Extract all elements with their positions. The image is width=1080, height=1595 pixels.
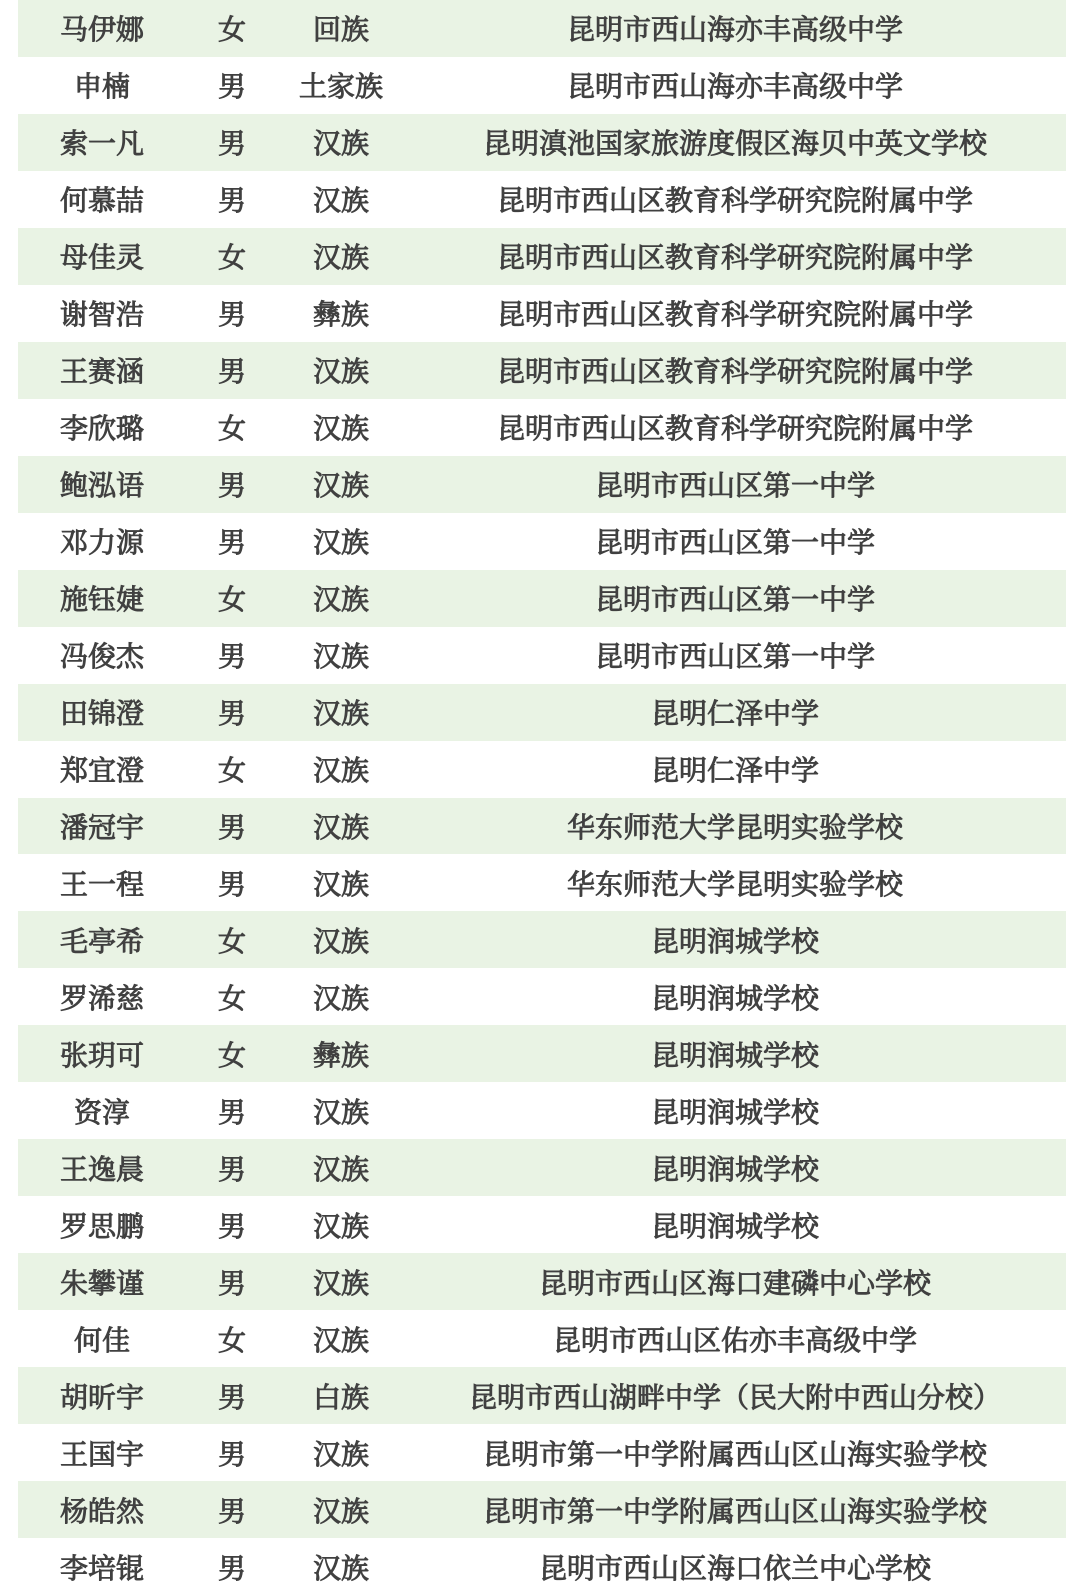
student-gender-cell: 男 xyxy=(217,299,246,331)
student-ethnicity-cell: 汉族 xyxy=(312,1552,369,1584)
table-row xyxy=(18,854,1066,911)
student-school-cell: 昆明润城学校 xyxy=(650,1096,819,1128)
student-name-cell: 毛亭希 xyxy=(59,925,144,957)
student-school-cell: 昆明市西山区教育科学研究院附属中学 xyxy=(496,242,973,274)
student-school-cell: 昆明润城学校 xyxy=(650,925,819,957)
student-ethnicity-cell: 彝族 xyxy=(312,299,369,331)
student-ethnicity-cell: 汉族 xyxy=(312,1210,369,1242)
student-school-cell: 昆明市西山区第一中学 xyxy=(594,584,875,616)
student-gender-cell: 男 xyxy=(217,527,246,559)
table-row xyxy=(18,1196,1066,1253)
student-school-cell: 昆明市西山区第一中学 xyxy=(594,470,875,502)
table-row xyxy=(18,513,1066,570)
table-row xyxy=(18,1082,1066,1139)
student-ethnicity-cell: 彝族 xyxy=(312,1039,369,1071)
student-gender-cell: 女 xyxy=(217,925,246,957)
student-school-cell: 昆明市西山区教育科学研究院附属中学 xyxy=(496,413,973,445)
student-school-cell: 昆明市西山区教育科学研究院附属中学 xyxy=(496,299,973,331)
student-gender-cell: 女 xyxy=(217,584,246,616)
table-row xyxy=(18,1139,1066,1196)
table-row xyxy=(18,627,1066,684)
table-row xyxy=(18,911,1066,968)
student-name-cell: 罗浠慈 xyxy=(59,982,144,1014)
student-gender-cell: 女 xyxy=(217,14,246,46)
student-name-cell: 何佳 xyxy=(73,1324,130,1356)
student-school-cell: 昆明市西山区教育科学研究院附属中学 xyxy=(496,185,973,217)
student-school-cell: 昆明仁泽中学 xyxy=(650,698,819,730)
student-gender-cell: 女 xyxy=(217,242,246,274)
student-school-cell: 昆明市西山海亦丰高级中学 xyxy=(566,71,903,103)
student-school-cell: 华东师范大学昆明实验学校 xyxy=(566,811,903,843)
student-ethnicity-cell: 汉族 xyxy=(312,185,369,217)
student-ethnicity-cell: 汉族 xyxy=(312,527,369,559)
table-row xyxy=(18,1253,1066,1310)
student-gender-cell: 男 xyxy=(217,1552,246,1584)
student-name-cell: 王国宇 xyxy=(59,1438,144,1470)
student-school-cell: 昆明市西山区第一中学 xyxy=(594,641,875,673)
student-school-cell: 昆明仁泽中学 xyxy=(650,755,819,787)
table-row xyxy=(18,228,1066,285)
student-school-cell: 昆明润城学校 xyxy=(650,982,819,1014)
student-name-cell: 胡昕宇 xyxy=(59,1381,144,1413)
student-gender-cell: 男 xyxy=(217,1267,246,1299)
student-school-cell: 昆明市第一中学附属西山区山海实验学校 xyxy=(482,1495,987,1527)
student-school-cell: 昆明市西山区海口依兰中心学校 xyxy=(538,1552,931,1584)
student-ethnicity-cell: 汉族 xyxy=(312,242,369,274)
student-gender-cell: 女 xyxy=(217,982,246,1014)
student-gender-cell: 男 xyxy=(217,868,246,900)
student-gender-cell: 男 xyxy=(217,1438,246,1470)
student-school-cell: 昆明市西山海亦丰高级中学 xyxy=(566,14,903,46)
table-row xyxy=(18,0,1066,57)
student-name-cell: 王赛涵 xyxy=(59,356,144,388)
student-name-cell: 申楠 xyxy=(73,71,130,103)
student-name-cell: 邓力源 xyxy=(59,527,144,559)
table-row xyxy=(18,399,1066,456)
student-name-cell: 潘冠宇 xyxy=(59,811,144,843)
student-name-cell: 李培锟 xyxy=(59,1552,144,1584)
table-row xyxy=(18,1025,1066,1082)
student-name-cell: 朱攀谨 xyxy=(59,1267,144,1299)
student-school-cell: 华东师范大学昆明实验学校 xyxy=(566,868,903,900)
student-school-cell: 昆明市西山区第一中学 xyxy=(594,527,875,559)
student-ethnicity-cell: 汉族 xyxy=(312,413,369,445)
student-school-cell: 昆明润城学校 xyxy=(650,1153,819,1185)
table-row xyxy=(18,1481,1066,1538)
table-row xyxy=(18,684,1066,741)
student-name-cell: 施钰婕 xyxy=(59,584,144,616)
student-ethnicity-cell: 汉族 xyxy=(312,356,369,388)
student-gender-cell: 男 xyxy=(217,698,246,730)
student-name-cell: 鲍泓语 xyxy=(59,470,144,502)
student-school-cell: 昆明市西山区教育科学研究院附属中学 xyxy=(496,356,973,388)
student-name-cell: 母佳灵 xyxy=(59,242,144,274)
student-school-cell: 昆明市第一中学附属西山区山海实验学校 xyxy=(482,1438,987,1470)
student-gender-cell: 男 xyxy=(217,1495,246,1527)
student-name-cell: 罗思鹏 xyxy=(59,1210,144,1242)
table-row xyxy=(18,1424,1066,1481)
student-ethnicity-cell: 汉族 xyxy=(312,755,369,787)
table-row xyxy=(18,57,1066,114)
student-gender-cell: 男 xyxy=(217,356,246,388)
student-gender-cell: 男 xyxy=(217,128,246,160)
student-name-cell: 何慕喆 xyxy=(59,185,144,217)
student-school-cell: 昆明润城学校 xyxy=(650,1210,819,1242)
student-ethnicity-cell: 汉族 xyxy=(312,1438,369,1470)
table-row xyxy=(18,342,1066,399)
student-name-cell: 张玥可 xyxy=(59,1039,144,1071)
student-ethnicity-cell: 汉族 xyxy=(312,128,369,160)
student-name-cell: 杨皓然 xyxy=(59,1495,144,1527)
student-ethnicity-cell: 白族 xyxy=(312,1381,369,1413)
student-gender-cell: 男 xyxy=(217,1381,246,1413)
student-gender-cell: 男 xyxy=(217,1153,246,1185)
table-row xyxy=(18,1310,1066,1367)
student-gender-cell: 女 xyxy=(217,755,246,787)
student-ethnicity-cell: 汉族 xyxy=(312,982,369,1014)
student-gender-cell: 男 xyxy=(217,1096,246,1128)
student-ethnicity-cell: 汉族 xyxy=(312,584,369,616)
student-name-cell: 王一程 xyxy=(59,868,144,900)
table-row xyxy=(18,285,1066,342)
student-gender-cell: 女 xyxy=(217,1324,246,1356)
student-ethnicity-cell: 汉族 xyxy=(312,1153,369,1185)
student-school-cell: 昆明滇池国家旅游度假区海贝中英文学校 xyxy=(482,128,987,160)
student-gender-cell: 女 xyxy=(217,413,246,445)
student-name-cell: 田锦澄 xyxy=(59,698,144,730)
student-ethnicity-cell: 汉族 xyxy=(312,1495,369,1527)
student-gender-cell: 男 xyxy=(217,185,246,217)
student-school-cell: 昆明市西山区海口建磷中心学校 xyxy=(538,1267,931,1299)
student-gender-cell: 男 xyxy=(217,470,246,502)
student-ethnicity-cell: 汉族 xyxy=(312,641,369,673)
student-name-cell: 王逸晨 xyxy=(59,1153,144,1185)
table-row xyxy=(18,968,1066,1025)
table-row xyxy=(18,1538,1066,1595)
student-school-cell: 昆明市西山区佑亦丰高级中学 xyxy=(552,1324,917,1356)
student-ethnicity-cell: 汉族 xyxy=(312,1267,369,1299)
student-ethnicity-cell: 回族 xyxy=(312,14,369,46)
student-ethnicity-cell: 汉族 xyxy=(312,925,369,957)
table-row xyxy=(18,741,1066,798)
student-ethnicity-cell: 土家族 xyxy=(298,71,383,103)
student-gender-cell: 男 xyxy=(217,811,246,843)
table-row xyxy=(18,171,1066,228)
student-school-cell: 昆明市西山湖畔中学（民大附中西山分校） xyxy=(468,1381,1001,1413)
table-row xyxy=(18,570,1066,627)
student-name-cell: 资淳 xyxy=(73,1096,130,1128)
student-name-cell: 郑宜澄 xyxy=(59,755,144,787)
student-ethnicity-cell: 汉族 xyxy=(312,868,369,900)
student-gender-cell: 男 xyxy=(217,71,246,103)
table-row xyxy=(18,456,1066,513)
student-name-cell: 李欣璐 xyxy=(59,413,144,445)
student-name-cell: 马伊娜 xyxy=(59,14,144,46)
student-name-cell: 索一凡 xyxy=(59,128,144,160)
student-ethnicity-cell: 汉族 xyxy=(312,811,369,843)
table-row xyxy=(18,1367,1066,1424)
student-ethnicity-cell: 汉族 xyxy=(312,1324,369,1356)
student-gender-cell: 男 xyxy=(217,641,246,673)
student-school-cell: 昆明润城学校 xyxy=(650,1039,819,1071)
student-name-cell: 冯俊杰 xyxy=(59,641,144,673)
student-ethnicity-cell: 汉族 xyxy=(312,698,369,730)
table-row xyxy=(18,798,1066,855)
student-gender-cell: 男 xyxy=(217,1210,246,1242)
student-ethnicity-cell: 汉族 xyxy=(312,470,369,502)
student-name-cell: 谢智浩 xyxy=(59,299,144,331)
student-gender-cell: 女 xyxy=(217,1039,246,1071)
table-row xyxy=(18,114,1066,171)
student-ethnicity-cell: 汉族 xyxy=(312,1096,369,1128)
